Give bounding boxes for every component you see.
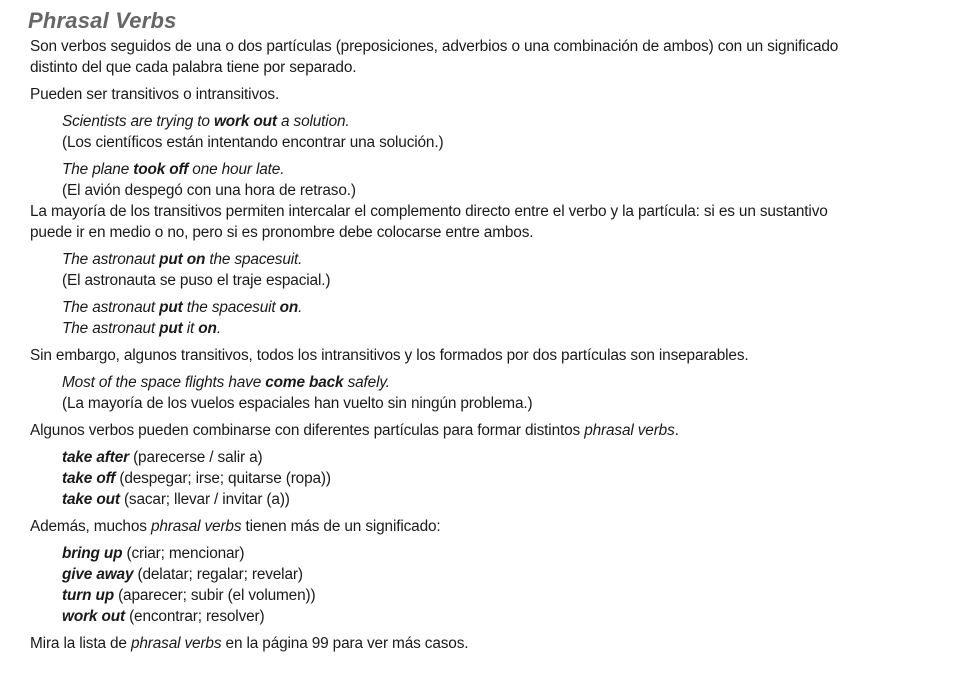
example-text: The astronaut	[62, 320, 160, 337]
example-put-separated	[62, 297, 950, 339]
list-item	[62, 543, 950, 564]
list-item	[62, 606, 950, 627]
meaning: (parecerse / salir a)	[128, 449, 263, 466]
meaning: (criar; mencionar)	[122, 545, 245, 562]
example-sentence	[62, 318, 950, 339]
example-text: Most of the space flights have	[62, 374, 266, 391]
example-text: the spacesuit.	[205, 251, 303, 268]
list-item	[62, 564, 950, 585]
example-sentence	[62, 249, 950, 270]
intro-line-2: distinto del que cada palabra tiene por separado.	[30, 59, 357, 76]
example-text: the spacesuit	[182, 299, 280, 316]
example-text: The plane	[62, 161, 134, 178]
example-work-out	[62, 111, 950, 153]
separable-paragraph	[30, 201, 950, 243]
example-sentence	[62, 159, 950, 180]
example-text: it	[182, 320, 199, 337]
paragraph-text: tienen más de un significado:	[241, 518, 441, 535]
intro-paragraph	[30, 36, 950, 78]
phrasal-verb: put	[159, 320, 183, 337]
list-item	[62, 489, 950, 510]
term: phrasal verbs	[150, 518, 242, 535]
phrasal-verb: work out	[62, 608, 125, 625]
meaning: (sacar; llevar / invitar (a))	[119, 491, 290, 508]
example-sentence	[62, 297, 950, 318]
transitivity-paragraph: Pueden ser transitivos o intransitivos.	[30, 86, 280, 103]
example-text: .	[216, 320, 221, 337]
list-item	[62, 585, 950, 606]
example-took-off	[62, 159, 950, 201]
intro-line-1: Son verbos seguidos de una o dos partículas (preposiciones, adverbios o una combinación de ambos) con un significado	[30, 38, 839, 55]
example-translation: (El astronauta se puso el traje espacial.)	[62, 272, 331, 289]
take-verbs-list	[62, 447, 950, 510]
example-put-on	[62, 249, 950, 291]
inseparable-paragraph: Sin embargo, algunos transitivos, todos los intransitivos y los formados por dos partículas son inseparables.	[30, 347, 749, 364]
phrasal-verb: come back	[265, 374, 344, 391]
particle: on	[279, 299, 299, 316]
list-item	[62, 468, 950, 489]
phrasal-verb: turn up	[62, 587, 114, 604]
paragraph-text: Algunos verbos pueden combinarse con diferentes partículas para formar distintos	[30, 422, 585, 439]
phrasal-verb: put	[159, 299, 183, 316]
particles-paragraph	[30, 420, 950, 441]
meaning: (aparecer; subir (el volumen))	[113, 587, 316, 604]
example-text: Scientists are trying to	[62, 113, 214, 130]
phrasal-verb: bring up	[62, 545, 123, 562]
paragraph-text: Además, muchos	[30, 518, 151, 535]
example-translation: (El avión despegó con una hora de retraso.)	[62, 182, 356, 199]
meaning: (despegar; irse; quitarse (ropa))	[115, 470, 331, 487]
separable-line-1: La mayoría de los transitivos permiten intercalar el complemento directo entre el verbo y la partícula: si es un sustantivo	[30, 203, 828, 220]
example-translation: (Los científicos están intentando encontrar una solución.)	[62, 134, 444, 151]
phrasal-verb: put on	[159, 251, 206, 268]
paragraph-text: en la página 99 para ver más casos.	[221, 635, 469, 652]
meaning: (encontrar; resolver)	[124, 608, 265, 625]
term: phrasal verbs	[584, 422, 675, 439]
phrasal-verb: give away	[62, 566, 134, 583]
see-also-paragraph	[30, 633, 950, 654]
paragraph-text: .	[674, 422, 679, 439]
example-sentence	[62, 372, 950, 393]
term: phrasal verbs	[130, 635, 222, 652]
example-translation: (La mayoría de los vuelos espaciales han vuelto sin ningún problema.)	[62, 395, 533, 412]
example-text: one hour late.	[188, 161, 285, 178]
meanings-paragraph	[30, 516, 950, 537]
particle: on	[198, 320, 217, 337]
document-page	[30, 0, 950, 654]
phrasal-verb: take after	[62, 449, 129, 466]
example-text: .	[298, 299, 303, 316]
example-text: safely.	[343, 374, 390, 391]
example-text: The astronaut	[62, 251, 160, 268]
phrasal-verb: take out	[62, 491, 120, 508]
phrasal-verb: work out	[213, 113, 277, 130]
page-title: Phrasal Verbs	[28, 8, 177, 33]
example-text: The astronaut	[62, 299, 160, 316]
separable-line-2: puede ir en medio o no, pero si es pronombre debe colocarse entre ambos.	[30, 224, 534, 241]
phrasal-verb: take off	[62, 470, 116, 487]
meaning: (delatar; regalar; revelar)	[133, 566, 303, 583]
phrasal-verb: took off	[133, 161, 189, 178]
list-item	[62, 447, 950, 468]
paragraph-text: Mira la lista de	[30, 635, 131, 652]
multi-meaning-list	[62, 543, 950, 627]
example-sentence	[62, 111, 950, 132]
example-text: a solution.	[276, 113, 350, 130]
example-come-back	[62, 372, 950, 414]
